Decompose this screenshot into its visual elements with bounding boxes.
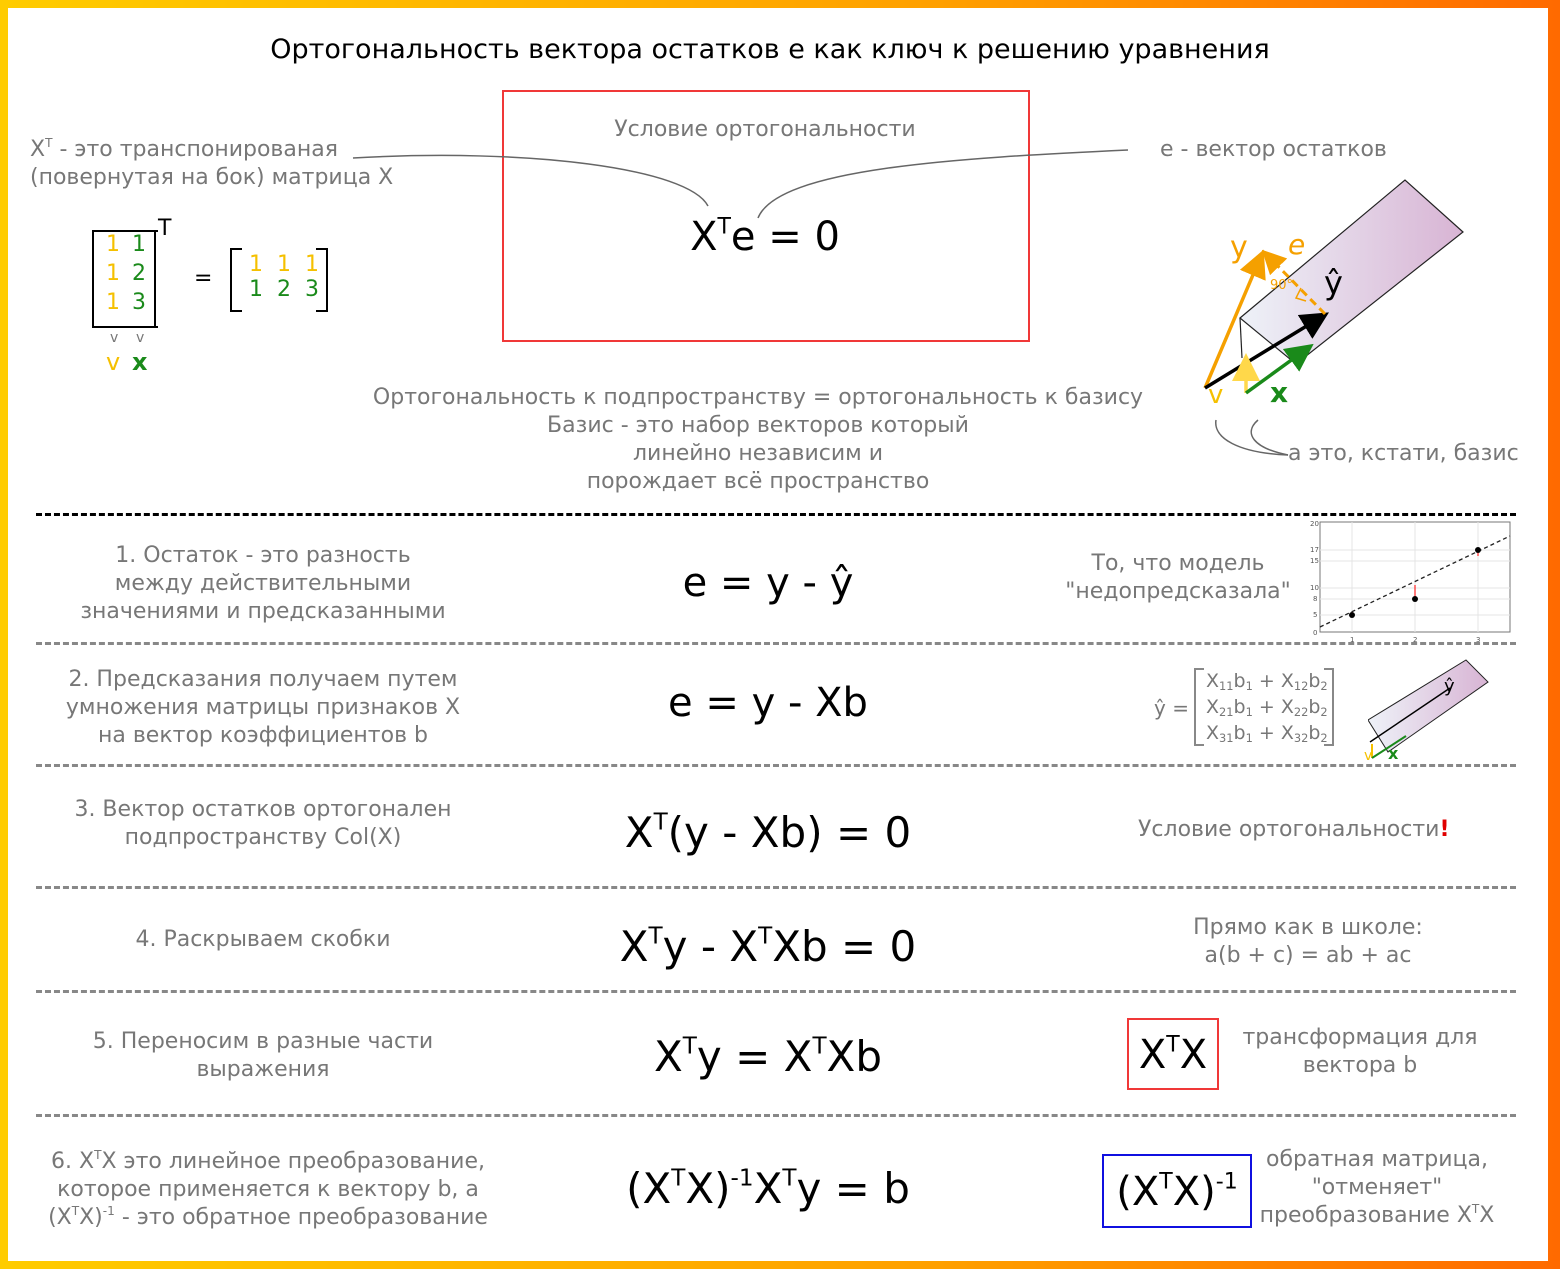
svg-text:17: 17 [1310, 546, 1319, 554]
step-5-equation: $X^Ty = X^TXb$ [654, 1032, 882, 1081]
divider [36, 1114, 1516, 1117]
right-angle-label: 90° [1270, 278, 1294, 293]
yhat-matrix-bracket-l [1194, 668, 1204, 746]
equals-sign: = [194, 266, 213, 291]
svg-text:10: 10 [1310, 584, 1319, 592]
page-title: Ортогональность вектора остатков е как ключ к решению уравнения [270, 34, 1270, 65]
basis-note: а это, кстати, базис [1288, 441, 1519, 466]
orthogonality-label: Условие ортогональности [614, 117, 916, 142]
matrix-right: 1 1 1 1 2 3 [249, 252, 319, 302]
step-1-text: 1. Остаток - это разность между действительными значениями и предсказанными [80, 543, 446, 624]
divider [36, 886, 1516, 889]
transpose-note: $X^T$ - это транспонированая (повернутая на бок) матрица X [30, 135, 394, 190]
canvas [8, 8, 1548, 1261]
step-5-text: 5. Переносим в разные части выражения [92, 1029, 434, 1082]
divider [36, 990, 1516, 993]
e-label: e [1288, 228, 1306, 261]
mini-v-label: v [1364, 748, 1373, 764]
yhat-equals: ŷ = [1154, 696, 1189, 720]
divider [36, 764, 1516, 767]
matrix-left: 1 1 1 2 1 3 [106, 232, 146, 315]
down-arrow-icon: v [110, 330, 119, 346]
svg-text:1: 1 [1350, 636, 1355, 644]
residual-vector-note: е - вектор остатков [1160, 137, 1387, 162]
mini-x-label: x [1388, 744, 1399, 763]
step-3-equation: $X^T(y - Xb) = 0$ [624, 808, 912, 857]
svg-text:8: 8 [1313, 595, 1318, 603]
y-label: y [1230, 230, 1248, 265]
step-6-equation: $(X^TX)^{-1}X^Ty = b$ [626, 1164, 910, 1213]
step-4-text: 4. Раскрываем скобки [135, 927, 391, 952]
svg-text:15: 15 [1310, 557, 1319, 565]
step-2-equation: e = y - Xb [668, 680, 868, 726]
step-3-note: Условие ортогональности! [1138, 817, 1450, 842]
inverse-box: $(X^TX)^{-1}$ [1102, 1154, 1252, 1228]
step-5-note: трансформация для вектора b [1242, 1025, 1478, 1078]
yhat-label: ŷ [1324, 264, 1343, 302]
residual-scatter-chart [1302, 518, 1512, 648]
svg-text:3: 3 [1476, 636, 1481, 644]
yhat-matrix: $X_{11}b_1 + X_{12}b_2$ $X_{21}b_1 + X_{22}b_2$ $X_{31}b_1 + X_{32}b_2$ [1206, 670, 1328, 745]
divider [36, 513, 1516, 516]
basis-x-label: x [1270, 376, 1289, 409]
step-3-text: 3. Вектор остатков ортогонален подпространству Col(X) [74, 797, 452, 850]
basis-explanation: Ортогональность к подпространству = ортогональность к базису Базис - это набор векторов который линейно независим и порождает всё пространство [372, 385, 1144, 494]
step-1-note: То, что модель "недопредсказала" [1065, 551, 1291, 604]
orthogonality-equation: $X^Te = 0$ [690, 214, 840, 260]
svg-text:5: 5 [1313, 611, 1318, 619]
mini-yhat-label: ŷ [1444, 676, 1455, 697]
step-2-text: 2. Предсказания получаем путем умножения матрицы признаков X на вектор коэффициентов b [65, 667, 461, 748]
step-4-note: Прямо как в школе: a(b + c) = ab + ac [1193, 915, 1423, 968]
divider [36, 642, 1516, 645]
basis-v-label: v [1208, 380, 1224, 410]
step-6-note: обратная матрица, "отменяет" преобразование $X^TX$ [1259, 1147, 1495, 1228]
step-4-equation: $X^Ty - X^TXb = 0$ [619, 922, 917, 971]
step-6-text: 6. $X^TX$ это линейное преобразование, которое применяется к вектору b, а $(X^TX)^{-1}$ - это обратное преобразование [48, 1147, 488, 1230]
vector-v-label: v [106, 348, 121, 376]
transpose-sup: T [158, 216, 172, 241]
svg-text:20: 20 [1310, 520, 1319, 528]
svg-text:0: 0 [1313, 629, 1318, 637]
xtx-box: $X^TX$ [1127, 1018, 1219, 1090]
down-arrow-icon: v [136, 330, 145, 346]
step-1-equation: e = y - ŷ [682, 560, 854, 606]
svg-text:2: 2 [1413, 636, 1418, 644]
vector-x-label: x [132, 348, 148, 376]
